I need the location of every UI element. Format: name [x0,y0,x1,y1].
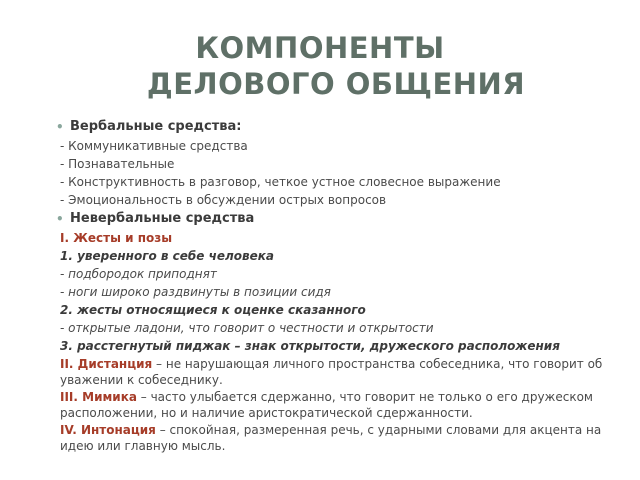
section-text: – не нарушающая личного пространства собеседника, что говорит об уважении к собеседнику. [60,357,603,387]
verbal-item: - Эмоциональность в обсуждении острых вопросов [60,193,387,207]
verbal-heading [56,117,616,137]
section-gestures: I. Жесты и позы [60,231,173,245]
section-label: II. Дистанция [60,357,153,371]
sub-item: - ноги широко раздвинуты в позиции сидя [60,285,331,299]
verbal-item: - Коммуникативные средства [60,139,248,153]
verbal-item: - Конструктивность в разговор, четкое устное словесное выражение [60,175,501,189]
section-mimic [60,389,630,421]
sub-item: - подбородок приподнят [60,267,217,281]
section-text: – часто улыбается сдержанно, что говорит не только о его дружеском расположении, но и наличие аристократической сдержанности. [60,390,593,420]
verbal-item: - Познавательные [60,157,175,171]
verbal-heading-text: Вербальные средства: [70,119,242,134]
sub-jacket: 3. расстегнутый пиджак – знак открытости, дружеского расположения [60,339,560,353]
sub-item: - открытые ладони, что говорит о честности и открытости [60,321,434,335]
body-text [56,137,630,454]
title-line-2: ДЕЛОВОГО ОБЩЕНИЯ [146,67,526,101]
section-distance [60,356,630,388]
nonverbal-heading [56,209,630,229]
title-line-1: КОМПОНЕНТЫ [195,31,445,65]
nonverbal-heading-text: Невербальные средства [70,211,255,226]
section-label: IV. Интонация [60,423,156,437]
sub-evaluation: 2. жесты относящиеся к оценке сказанного [60,303,366,317]
section-text: – спокойная, размеренная речь, с ударными словами для акцента на идею или главную мысль. [60,423,602,453]
bullet-icon: • [56,212,64,226]
sub-confident: 1. уверенного в себе человека [60,249,274,263]
slide-title [60,30,580,102]
section-intonation [60,422,630,454]
slide-content [56,117,616,137]
section-label: III. Мимика [60,390,137,404]
bullet-icon: • [56,120,64,134]
